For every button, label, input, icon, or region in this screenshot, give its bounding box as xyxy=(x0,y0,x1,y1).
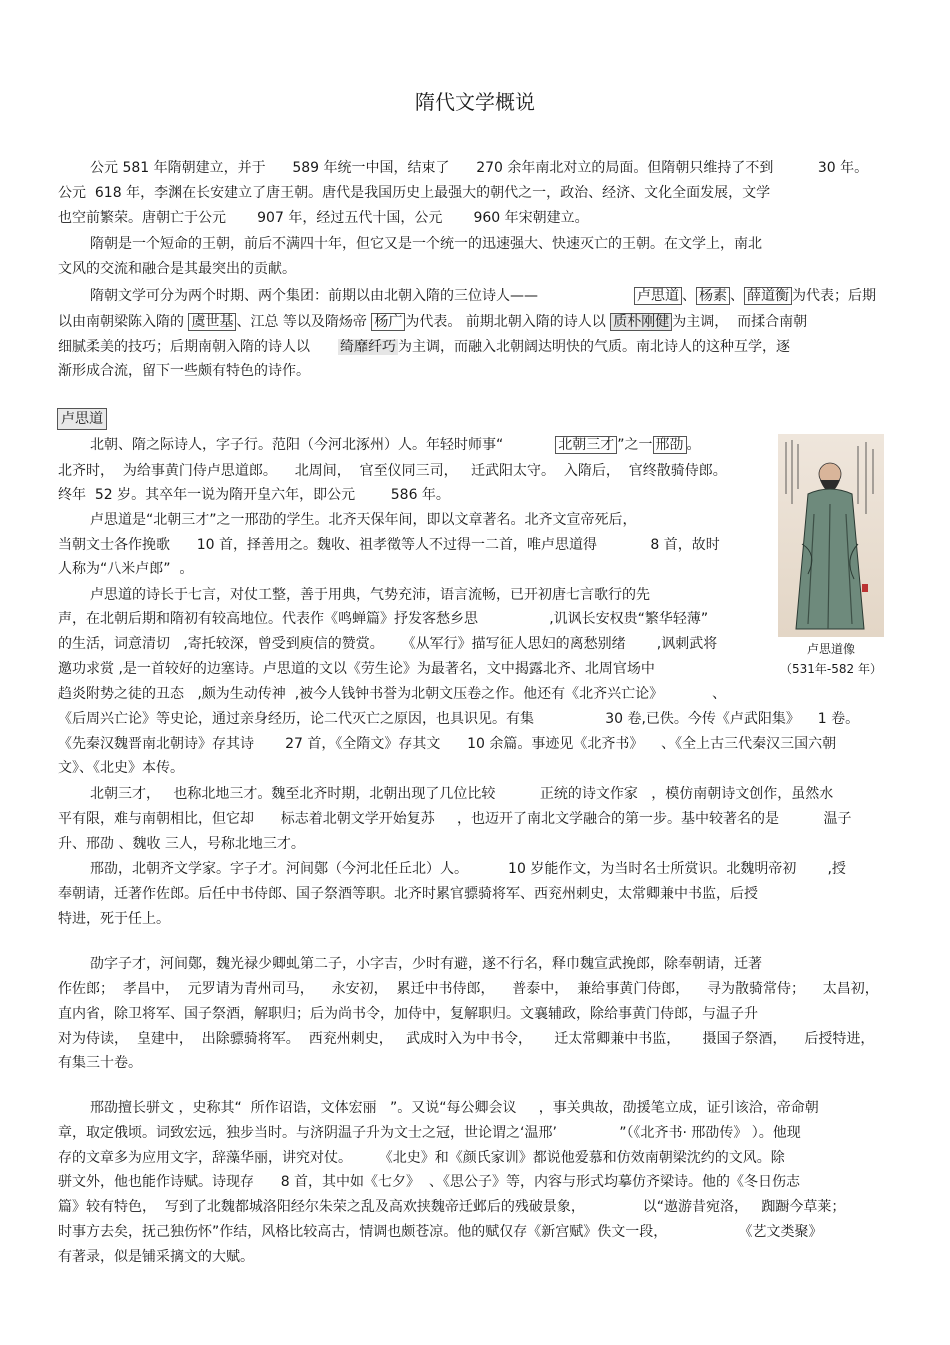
paragraph-line: 人称为“八米卢郎” 。 xyxy=(58,561,194,577)
paragraph-line: 公元 618 年，李渊在长安建立了唐王朝。唐代是我国历史上最强大的朝代之一，政治、经济、文化全面发展，文学 xyxy=(58,185,771,201)
paragraph-line: 特进，死于任上。 xyxy=(58,911,170,927)
term-box: 北朝三才 xyxy=(555,436,617,454)
paragraph-line: 公元 581 年隋朝建立，并于 589 年统一中国，结束了 270 余年南北对立的局面。但隋朝只维持了不到 30 年。 xyxy=(90,160,869,176)
text-span: ”之一 xyxy=(617,437,653,453)
paragraph-line: 章，取定俄顷。词致宏远，独步当时。与济阴温子升为文士之冠，世论谓之‘温邢’ ”（《北齐书· 邢劭传》 ）。他现 xyxy=(58,1125,801,1141)
text-span: 细腻柔美的技巧；后期南朝入隋的诗人以 xyxy=(58,339,310,355)
poet-name-box: 卢思道 xyxy=(634,287,682,305)
paragraph-line: 文风的交流和融合是其最突出的贡献。 xyxy=(58,261,296,277)
portrait-image xyxy=(778,434,884,637)
paragraph-line: 邢劭，北朝齐文学家。字子才。河间鄚（今河北任丘北）人。 10 岁能作文，为当时名士所赏识。北魏明帝初 ,授 xyxy=(90,861,846,877)
paragraph-line: 《后周兴亡论》等史论，通过亲身经历，论二代灭亡之原因，也具识见。有集 30 卷,已佚。今传《卢武阳集》 1 卷。 xyxy=(58,711,860,727)
paragraph-line: 时事方去矣，抚己独伤怀”作结，风格比较高古，情调也颇苍凉。他的赋仅存《新宫赋》佚文一段， 《艺文类聚》 xyxy=(58,1224,823,1240)
paragraph-line: 有著录，似是铺采摛文的大赋。 xyxy=(58,1249,254,1265)
text-span: 为代表；后期 xyxy=(792,288,876,304)
portrait-dates: （531年-582 年） xyxy=(780,662,882,676)
paragraph-line: 直内省，除卫将军、国子祭酒，解职归；后为尚书令，加侍中，复解职归。文襄辅政，除给事黄门侍郎，与温子升 xyxy=(58,1006,758,1022)
paragraph-line: 当朝文士各作挽歌 10 首，择善用之。魏收、祖孝徵等人不过得一二首，唯卢思道得 8 首，故时 xyxy=(58,537,720,553)
text-span: 隋朝文学可分为两个时期、两个集团：前期以由北朝入隋的三位诗人—— xyxy=(90,288,538,304)
page-title: 隋代文学概说 xyxy=(415,90,535,114)
paragraph-line: 声，在北朝后期和隋初有较高地位。代表作《鸣蝉篇》抒发客愁乡思 ,讥讽长安权贵“繁华轻薄” xyxy=(58,611,709,627)
poet-name-box: 杨素 xyxy=(696,287,730,305)
paragraph-line: 存的文章多为应用文字，辞藻华丽，讲究对仗。 《北史》和《颜氏家训》都说他爱慕和仿效南朝梁沈约的文风。除 xyxy=(58,1150,785,1166)
paragraph-line: 隋朝文学可分为两个时期、两个集团：前期以由北朝入隋的三位诗人—— 卢思道 、 杨素 、 薛道衡 为代表；后期 xyxy=(90,288,876,304)
text-span: 为主调，而融入北朝阔达明快的气质。南北诗人的这种互学，逐 xyxy=(398,339,790,355)
portrait-caption: 卢思道像 xyxy=(806,642,855,656)
text-span: 为代表。 前期北朝入隋的诗人以 xyxy=(405,314,606,330)
paragraph-line: 隋朝是一个短命的王朝，前后不满四十年，但它又是一个统一的迅速强大、快速灭亡的王朝。在文学上，南北 xyxy=(90,236,762,252)
paragraph-line: 奉朝请，迁著作佐郎。后任中书侍郎、国子祭酒等职。北齐时累官骠骑将军、西兖州刺史，太常卿兼中书监，后授 xyxy=(58,886,758,902)
term-box: 邢劭 xyxy=(653,436,687,454)
paragraph-line: 卢思道的诗长于七言，对仗工整，善于用典，气势充沛，语言流畅，已开初唐七言歌行的先 xyxy=(90,587,650,603)
paragraph-line xyxy=(90,435,701,455)
text-span: 以由南朝梁陈入隋的 xyxy=(58,314,184,330)
poet-name-box: 虞世基 xyxy=(188,313,236,331)
poet-name-box: 薛道衡 xyxy=(744,287,792,305)
paragraph-line: 劭字子才，河间鄚，魏光禄少卿虬第二子，小字吉，少时有避，遂不行名，释巾魏宣武挽郎，除奉朝请，迁著 xyxy=(90,956,762,972)
paragraph-line: 《先秦汉魏晋南北朝诗》存其诗 27 首，《全隋文》存其文 10 余篇。事迹见《北齐书》 、《全上古三代秦汉三国六朝 xyxy=(58,736,837,752)
style-term-box: 质朴刚健 xyxy=(610,313,672,331)
style-term-box: 绮靡纤巧 xyxy=(340,339,396,355)
text-span: 。 xyxy=(686,437,701,453)
paragraph-line: 有集三十卷。 xyxy=(58,1055,142,1071)
poet-name-box: 杨广 xyxy=(371,313,405,331)
paragraph-line: 骈文外，他也能作诗赋。诗现存 8 首，其中如《七夕》 、《思公子》等，内容与形式均摹仿齐梁诗。他的《冬日伤志 xyxy=(58,1174,800,1190)
text-span: 为主调， 而揉合南朝 xyxy=(672,314,808,330)
paragraph-line: 的生活，词意清切 ,寄托较深，曾受到庾信的赞赏。 《从军行》描写征人思妇的离愁别绪 ,讽刺武将 xyxy=(58,636,718,652)
paragraph-line: 升、邢劭 、魏收 三人，号称北地三才。 xyxy=(58,836,305,852)
paragraph-line: 对为侍读， 皇建中， 出除骠骑将军。 西兖州刺史， 武成时入为中书令， 迁太常卿兼中书监， 摄国子祭酒， 后授特进， xyxy=(58,1031,875,1047)
paragraph-line: 邢劭擅长骈文 ，史称其“ 所作诏诰，文体宏丽 ”。又说“每公卿会议 ，事关典故，劭援笔立成，证引该洽，帝命朝 xyxy=(90,1100,819,1116)
text-span: 北朝、隋之际诗人，字子行。范阳（今河北涿州）人。年轻时师事“ xyxy=(90,437,504,453)
paragraph-line: 北朝三才， 也称北地三才。魏至北齐时期，北朝出现了几位比较 正统的诗文作家 ，模仿南朝诗文创作，虽然水 xyxy=(90,786,834,802)
paragraph-line: 趋炎附势之徒的丑态 ,颇为生动传神 ,被今人钱钟书誉为北朝文压卷之作。他还有《北齐兴亡论》 、 xyxy=(58,686,727,702)
paragraph-line: 卢思道是“北朝三才”之一邢劭的学生。北齐天保年间，即以文章著名。北齐文宣帝死后， xyxy=(90,512,637,528)
paragraph-line xyxy=(58,337,790,357)
paragraph-line: 篇》较有特色， 写到了北魏都城洛阳经尔朱荣之乱及高欢挟魏帝迁邺后的残破景象， 以“遨游昔宛洛， 踟蹰今草莱； xyxy=(58,1199,846,1215)
paragraph-line: 渐形成合流，留下一些颇有特色的诗作。 xyxy=(58,363,310,379)
paragraph-line: 北齐时， 为给事黄门侍卢思道郎。 北周间， 官至仪同三司， 迁武阳太守。 入隋后， 官终散骑侍郎。 xyxy=(58,463,727,479)
paragraph-line: 邀功求赏 ,是一首较好的边塞诗。卢思道的文以《劳生论》为最著名，文中揭露北齐、北周官场中 xyxy=(58,661,655,677)
paragraph-line: 也空前繁荣。唐朝亡于公元 907 年，经过五代十国，公元 960 年宋朝建立。 xyxy=(58,210,589,226)
portrait-drawing xyxy=(778,434,884,637)
paragraph-line: 作佐郎； 孝昌中， 元罗请为青州司马， 永安初， 累迁中书侍郎， 普泰中， 兼给事黄门侍郎， 寻为散骑常侍； 太昌初， xyxy=(58,981,879,997)
section-tag: 卢思道 xyxy=(57,408,107,430)
paragraph-line xyxy=(58,312,807,332)
paragraph-line: 终年 52 岁。其卒年一说为隋开皇六年，即公元 586 年。 xyxy=(58,487,450,503)
paragraph-line: 文》、《北史》本传。 xyxy=(58,760,184,776)
text-span: 、江总 等以及隋炀帝 xyxy=(236,314,367,330)
paragraph-line: 平有限，难与南朝相比，但它却 标志着北朝文学开始复苏 ，也迈开了南北文学融合的第一步。基中较著名的是 温子 xyxy=(58,811,852,827)
